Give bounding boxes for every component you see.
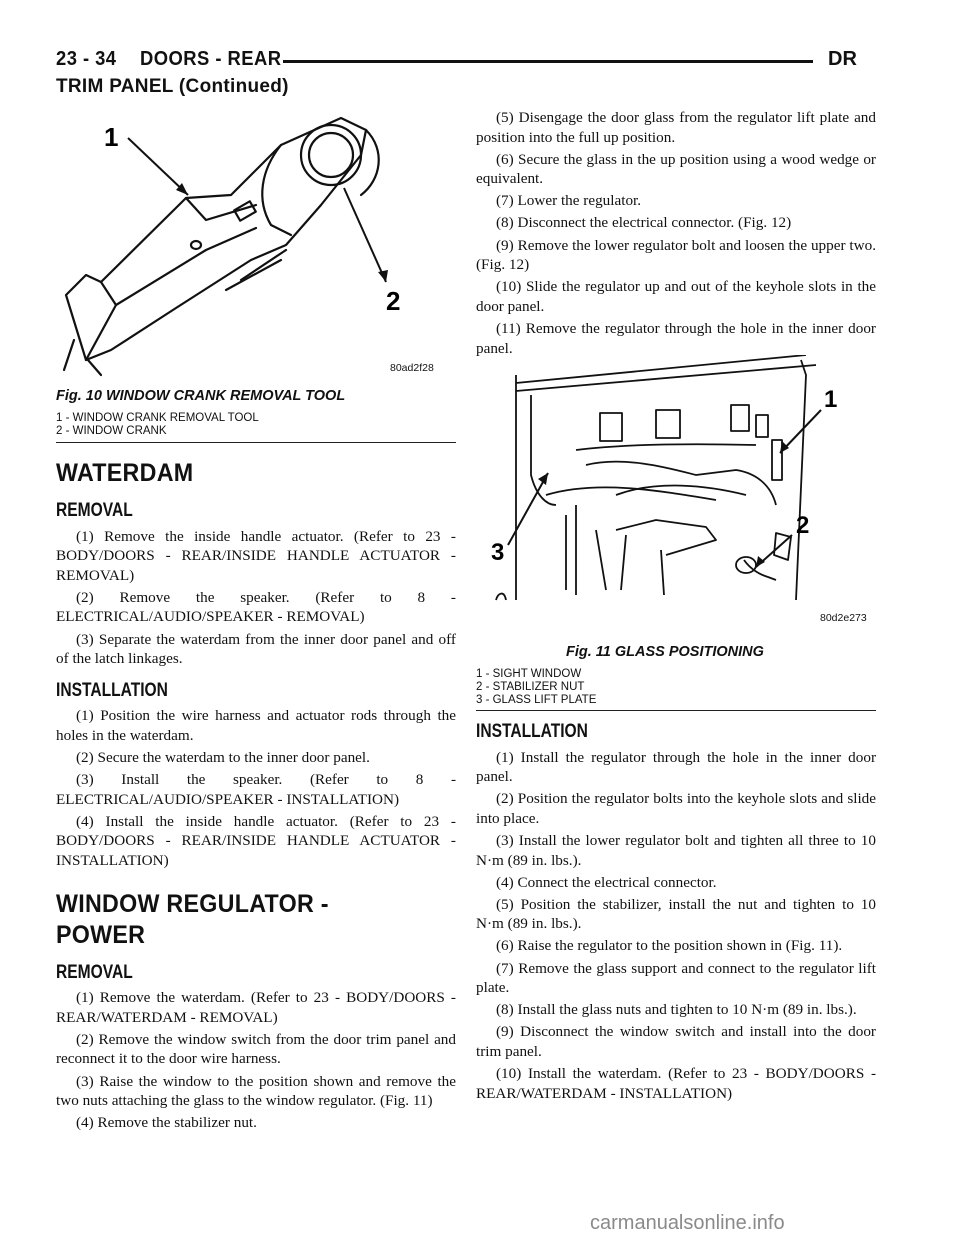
fig11-rule — [476, 710, 876, 711]
regulator-removal-step: (8) Disconnect the electrical connector. (Fig. 12) — [496, 214, 792, 232]
regulator-installation-step: (4) Connect the electrical connector. — [496, 873, 717, 891]
regulator-installation-step: (1) Install the regulator through the hole in the inner door panel. — [476, 748, 876, 786]
regulator-removal-step: (1) Remove the waterdam. (Refer to 23 - BODY/DOORS - REAR/WATERDAM - REMOVAL) — [56, 989, 456, 1026]
regulator-removal-step: (4) Remove the stabilizer nut. — [76, 1114, 257, 1132]
regulator-removal-step: (9) Remove the lower regulator bolt and loosen the upper two. (Fig. 12) — [476, 236, 876, 274]
fig11-callout-1: 1 — [824, 386, 838, 413]
fig10-caption: Fig. 10 WINDOW CRANK REMOVAL TOOL — [56, 388, 346, 404]
regulator-installation-step: (9) Disconnect the window switch and install into the door trim panel. — [476, 1023, 876, 1060]
fig11-callout-3: 3 — [491, 539, 505, 566]
regulator-installation-step: (10) Install the waterdam. (Refer to 23 - BODY/DOORS - REAR/WATERDAM - INSTALLATION) — [476, 1065, 876, 1102]
subheading-regulator-removal: REMOVAL — [56, 961, 133, 983]
continued-heading: TRIM PANEL (Continued) — [56, 76, 289, 97]
fig10-legend — [56, 412, 259, 438]
section-heading-regulator-line1: WINDOW REGULATOR - — [56, 889, 329, 918]
regulator-removal-step: (6) Secure the glass in the up position using a wood wedge or equivalent. — [476, 150, 876, 188]
waterdam-installation-step: (3) Install the speaker. (Refer to 8 - ELECTRICAL/AUDIO/SPEAKER - INSTALLATION) — [56, 771, 456, 808]
subheading-waterdam-installation: INSTALLATION — [56, 679, 168, 701]
subheading-regulator-installation: INSTALLATION — [476, 721, 588, 742]
watermark: carmanualsonline.info — [590, 1212, 785, 1234]
page-number: 23 - 34 — [56, 48, 117, 70]
fig10-image-code: 80ad2f28 — [390, 362, 434, 374]
waterdam-installation-step: (4) Install the inside handle actuator. (Refer to 23 - BODY/DOORS - REAR/INSIDE HANDLE ACTUATOR - INSTALLATION) — [56, 812, 456, 869]
right-column-top — [476, 108, 876, 361]
regulator-removal-step: (3) Raise the window to the position shown and remove the two nuts attaching the glass to the window regulator. (Fig. 11) — [56, 1072, 456, 1110]
section-title: DOORS - REAR — [140, 48, 282, 70]
subheading-waterdam-removal: REMOVAL — [56, 500, 133, 521]
section-heading-waterdam: WATERDAM — [56, 459, 194, 487]
regulator-installation-step: (6) Raise the regulator to the position shown in (Fig. 11). — [496, 937, 843, 955]
fig11-caption: Fig. 11 GLASS POSITIONING — [566, 644, 764, 660]
regulator-installation-step: (5) Position the stabilizer, install the nut and tighten to 10 N·m (89 in. lbs.). — [476, 895, 876, 933]
manual-code: DR — [828, 48, 857, 70]
header-rule — [283, 60, 813, 63]
waterdam-removal-step: (2) Remove the speaker. (Refer to 8 - ELECTRICAL/AUDIO/SPEAKER - REMOVAL) — [56, 588, 456, 626]
waterdam-installation-step: (1) Position the wire harness and actuator rods through the holes in the waterdam. — [56, 707, 456, 744]
regulator-removal-step: (11) Remove the regulator through the hole in the inner door panel. — [476, 319, 876, 357]
section-heading-regulator-line2: POWER — [56, 920, 146, 949]
regulator-installation-step: (7) Remove the glass support and connect to the regulator lift plate. — [476, 959, 876, 997]
regulator-installation-step: (2) Position the regulator bolts into the keyhole slots and slide into place. — [476, 790, 876, 827]
fig10-legend-item: 2 - WINDOW CRANK — [56, 425, 167, 437]
fig11-legend-item: 3 - GLASS LIFT PLATE — [476, 694, 597, 706]
fig10-window-crank-illustration — [56, 110, 456, 380]
fig10-legend-item: 1 - WINDOW CRANK REMOVAL TOOL — [56, 412, 259, 424]
regulator-removal-step: (2) Remove the window switch from the door trim panel and reconnect it to the door wire harness. — [56, 1030, 456, 1068]
fig11-callout-2: 2 — [796, 512, 810, 539]
right-column-bottom — [476, 714, 876, 1106]
regulator-removal-step: (5) Disengage the door glass from the regulator lift plate and position into the full up position. — [476, 109, 876, 146]
regulator-installation-step: (3) Install the lower regulator bolt and tighten all three to 10 N·m (89 in. lbs.). — [476, 831, 876, 869]
fig11-image-code: 80d2e273 — [820, 612, 867, 624]
fig11-legend-item: 1 - SIGHT WINDOW — [476, 668, 582, 680]
fig10-callout-1: 1 — [104, 122, 119, 152]
fig11-glass-positioning-illustration — [476, 355, 876, 605]
regulator-installation-step: (8) Install the glass nuts and tighten to 10 N·m (89 in. lbs.). — [496, 1001, 857, 1019]
fig10-callout-2: 2 — [386, 286, 401, 316]
fig11-legend-item: 2 - STABILIZER NUT — [476, 681, 585, 693]
waterdam-installation-step: (2) Secure the waterdam to the inner door panel. — [76, 749, 370, 767]
regulator-removal-step: (10) Slide the regulator up and out of the keyhole slots in the door panel. — [476, 278, 876, 315]
waterdam-removal-step: (3) Separate the waterdam from the inner door panel and off of the latch linkages. — [56, 630, 456, 668]
left-column — [56, 440, 456, 1135]
fig11-legend — [476, 668, 596, 707]
waterdam-removal-step: (1) Remove the inside handle actuator. (Refer to 23 - BODY/DOORS - REAR/INSIDE HANDLE ACTUATOR - REMOVAL) — [56, 527, 456, 584]
regulator-removal-step: (7) Lower the regulator. — [496, 192, 642, 210]
